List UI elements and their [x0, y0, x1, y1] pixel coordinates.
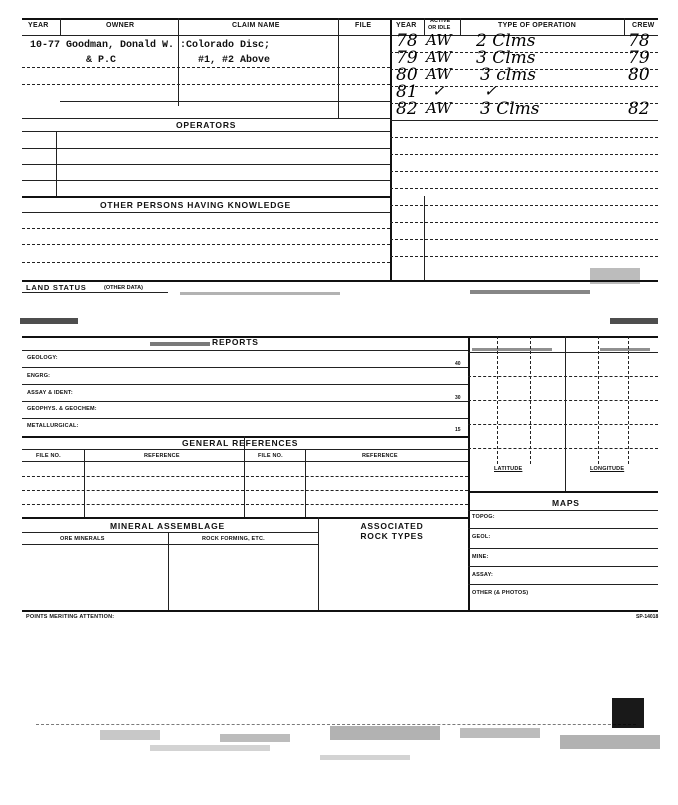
ref-header-file-no: FILE NO. [258, 453, 283, 459]
activity-type: 3 Clms [476, 48, 536, 68]
claim-entry-owner: & P.C [86, 55, 117, 66]
claim-entry-line1: 10-77 Goodman, Donald W. :Colorado Disc; [30, 40, 271, 51]
report-label: GEOPHYS. & GEOCHEM: [27, 406, 97, 412]
activity-type: 3 Clms [480, 99, 540, 119]
latitude-label: LATITUDE [494, 466, 523, 472]
header-active: ACTIVE [430, 18, 451, 24]
form-number: SP-14018 [636, 614, 659, 620]
activity-status: AW [426, 65, 452, 83]
activity-year: 82 [396, 99, 418, 119]
rock-forming-header: ROCK FORMING, ETC. [202, 536, 265, 542]
ref-header-file-no: FILE NO. [36, 453, 61, 459]
reports-title: REPORTS [212, 337, 259, 347]
activity-crew: 80 [628, 65, 650, 85]
activity-crew: 82 [628, 99, 650, 119]
activity-type: 2 Clms [476, 31, 536, 51]
report-label: GEOLOGY: [27, 355, 58, 361]
report-num: 30 [455, 395, 461, 401]
report-label: ENGRG: [27, 373, 51, 379]
header-type-of-operation: TYPE OF OPERATION [498, 22, 577, 29]
header-file: FILE [355, 22, 372, 29]
longitude-label: LONGITUDE [590, 466, 625, 472]
map-row-label: TOPOG: [472, 514, 495, 520]
other-persons-title: OTHER PERSONS HAVING KNOWLEDGE [100, 200, 292, 210]
header-activity-year: YEAR [396, 22, 417, 29]
operators-title: OPERATORS [176, 120, 237, 130]
header-year: YEAR [28, 22, 49, 29]
report-label: ASSAY & IDENT: [27, 390, 73, 396]
activity-year: 78 [396, 31, 418, 51]
ref-header-reference: REFERENCE [362, 453, 398, 459]
land-status-title: LAND STATUS [26, 283, 87, 292]
map-row-label: MINE: [472, 554, 489, 560]
ref-header-reference: REFERENCE [144, 453, 180, 459]
activity-status: ✓ [432, 82, 445, 100]
header-claim-name: CLAIM NAME [232, 22, 280, 29]
report-num: 15 [455, 427, 461, 433]
associated-rock-types-title: ASSOCIATED ROCK TYPES [360, 521, 424, 541]
activity-year: 79 [396, 48, 418, 68]
mineral-assemblage-title: MINERAL ASSEMBLAGE [110, 521, 225, 531]
ore-minerals-header: ORE MINERALS [60, 536, 105, 542]
activity-crew: 79 [628, 48, 650, 68]
maps-title: MAPS [552, 498, 580, 508]
general-references-title: GENERAL REFERENCES [182, 438, 299, 448]
map-row-label: OTHER (& PHOTOS) [472, 590, 529, 596]
map-row-label: ASSAY: [472, 572, 494, 578]
header-or-idle: OR IDLE [428, 25, 451, 31]
map-row-label: GEOL: [472, 534, 491, 540]
report-num: 40 [455, 361, 461, 367]
activity-year: 81 [396, 82, 418, 102]
activity-crew: 78 [628, 31, 650, 51]
activity-status: AW [426, 31, 452, 49]
activity-year: 80 [396, 65, 418, 85]
claim-entry-claim: #1, #2 Above [198, 55, 271, 66]
report-label: METALLURGICAL: [27, 423, 79, 429]
activity-status: AW [426, 99, 452, 117]
land-status-note: (OTHER DATA) [104, 285, 143, 291]
activity-type: ✓ [484, 82, 497, 100]
header-crew: CREW [632, 22, 655, 29]
activity-status: AW [426, 48, 452, 66]
header-owner: OWNER [106, 22, 135, 29]
points-meriting-attention-title: POINTS MERITING ATTENTION: [26, 614, 115, 620]
activity-type: 3 clms [480, 65, 537, 85]
